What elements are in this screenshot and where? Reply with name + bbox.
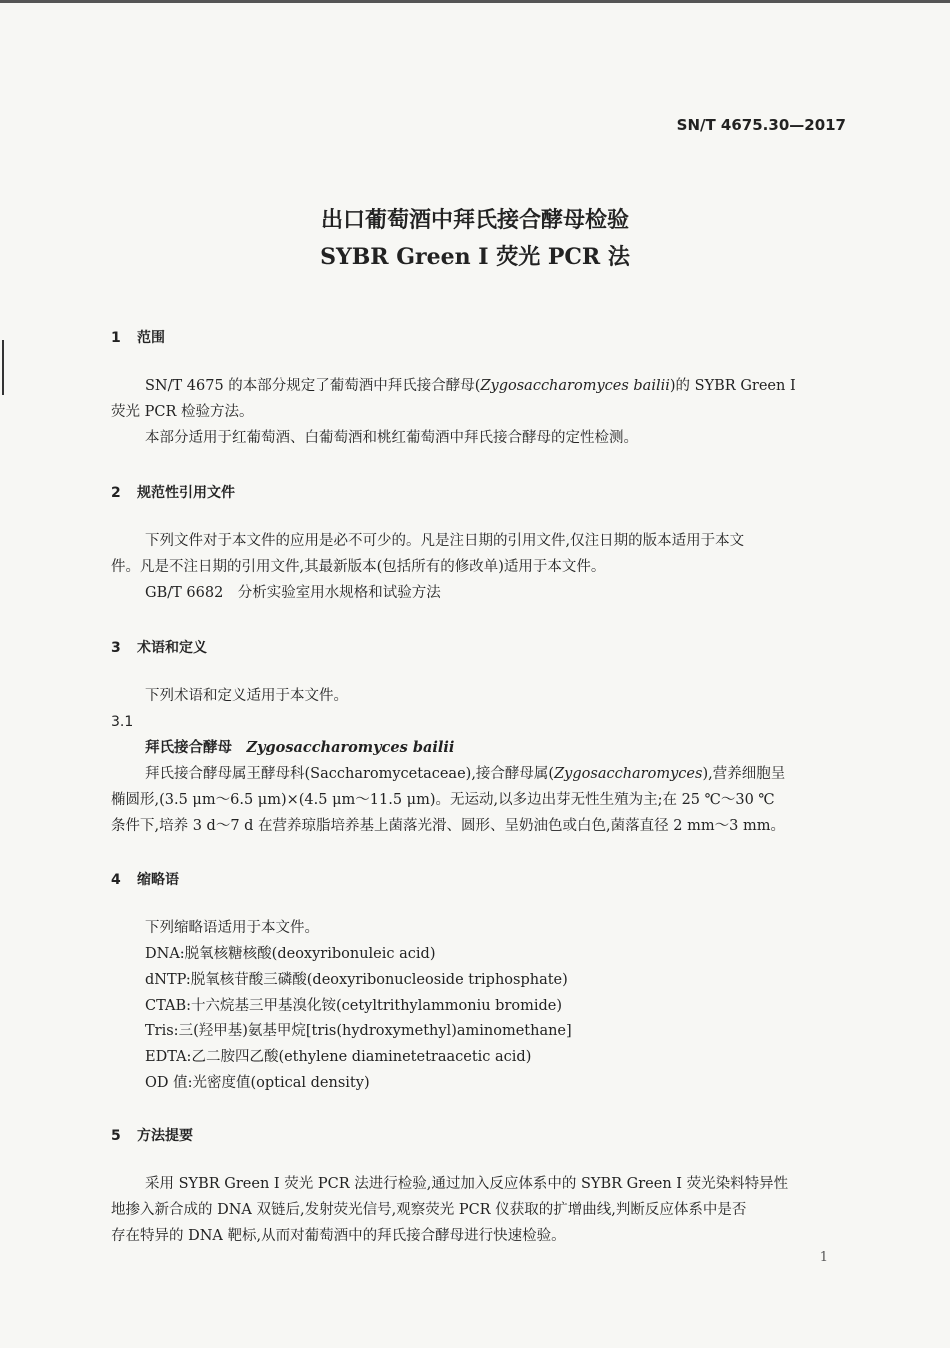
section-3-heading <box>111 637 207 657</box>
term-chinese: 拜氏接合酵母 <box>145 740 232 756</box>
document-title: 出口葡萄酒中拜氏接合酵母检验 <box>320 207 629 233</box>
top-border-line <box>0 0 950 3</box>
term-definition-line-3: 条件下,培养 3 d～7 d 在营养琼脂培养基上菌落光滑、圆形、呈奶油色或白色,菌落直径 2 mm～3 mm。 <box>111 818 785 834</box>
subsection-number: 3.1 <box>111 714 134 730</box>
section-title: 术语和定义 <box>137 640 207 656</box>
section-number: 4 <box>111 872 121 888</box>
abbreviation-item: EDTA:乙二胺四乙酸(ethylene diaminetetraacetic acid) <box>145 1049 532 1065</box>
page-number: 1 <box>819 1250 828 1265</box>
text-run: ),营养细胞呈 <box>702 766 786 782</box>
abbreviation-intro: 下列缩略语适用于本文件。 <box>145 920 319 936</box>
section-5-heading <box>111 1125 193 1145</box>
latin-name: Zygosaccharomyces <box>554 766 703 782</box>
section-title: 缩略语 <box>137 872 179 888</box>
document-id: SN/T 4675.30—2017 <box>676 116 846 134</box>
normative-reference: GB/T 6682 分析实验室用水规格和试验方法 <box>145 585 441 601</box>
abbreviation-item: OD 值:光密度值(optical density) <box>145 1075 370 1091</box>
abbreviation-item: Tris:三(羟甲基)氨基甲烷[tris(hydroxymethyl)aminomethane] <box>145 1023 572 1039</box>
section-2-paragraph-1: 下列文件对于本文件的应用是必不可少的。凡是注日期的引用文件,仅注日期的版本适用于本文 <box>145 533 745 549</box>
scan-edge-mark <box>2 340 4 395</box>
section-number: 1 <box>111 330 121 346</box>
section-3-intro: 下列术语和定义适用于本文件。 <box>145 688 348 704</box>
section-4-heading <box>111 869 179 889</box>
method-summary-line-2: 地掺入新合成的 DNA 双链后,发射荧光信号,观察荧光 PCR 仪获取的扩增曲线,判断反应体系中是否 <box>111 1202 747 1218</box>
section-title: 方法提要 <box>137 1128 193 1144</box>
section-1-paragraph-1-cont: 荧光 PCR 检验方法。 <box>111 404 254 420</box>
section-title: 范围 <box>137 330 165 346</box>
section-2-paragraph-1-cont: 件。凡是不注日期的引用文件,其最新版本(包括所有的修改单)适用于本文件。 <box>111 559 606 575</box>
section-2-heading <box>111 482 235 502</box>
term-definition-line-1 <box>145 765 785 783</box>
text-run: 拜氏接合酵母属王酵母科(Saccharomycetaceae),接合酵母属( <box>145 766 555 782</box>
section-title: 规范性引用文件 <box>137 485 235 501</box>
term-latin: Zygosaccharomyces bailii <box>246 739 455 756</box>
section-number: 2 <box>111 485 121 501</box>
text-run: SN/T 4675 的本部分规定了葡萄酒中拜氏接合酵母( <box>145 378 481 394</box>
document-subtitle: SYBR Green I 荧光 PCR 法 <box>320 244 630 270</box>
latin-name: Zygosaccharomyces bailii <box>480 378 670 394</box>
section-1-paragraph-1 <box>145 377 796 395</box>
text-run: )的 SYBR Green I <box>669 378 796 394</box>
method-summary-line-1: 采用 SYBR Green I 荧光 PCR 法进行检验,通过加入反应体系中的 SYBR Green I 荧光染料特异性 <box>145 1176 789 1192</box>
term-heading <box>145 739 454 757</box>
abbreviation-item: DNA:脱氧核糖核酸(deoxyribonuleic acid) <box>145 946 436 962</box>
term-definition-line-2: 椭圆形,(3.5 μm～6.5 μm)×(4.5 μm～11.5 μm)。无运动,以多边出芽无性生殖为主;在 25 ℃～30 ℃ <box>111 792 775 808</box>
section-number: 3 <box>111 640 121 656</box>
method-summary-line-3: 存在特异的 DNA 靶标,从而对葡萄酒中的拜氏接合酵母进行快速检验。 <box>111 1228 566 1244</box>
abbreviation-item: dNTP:脱氧核苷酸三磷酸(deoxyribonucleoside triphosphate) <box>145 972 568 988</box>
section-1-paragraph-2: 本部分适用于红葡萄酒、白葡萄酒和桃红葡萄酒中拜氏接合酵母的定性检测。 <box>145 430 638 446</box>
section-number: 5 <box>111 1128 121 1144</box>
section-1-heading <box>111 327 165 347</box>
abbreviation-item: CTAB:十六烷基三甲基溴化铵(cetyltrithylammoniu bromide) <box>145 998 563 1014</box>
